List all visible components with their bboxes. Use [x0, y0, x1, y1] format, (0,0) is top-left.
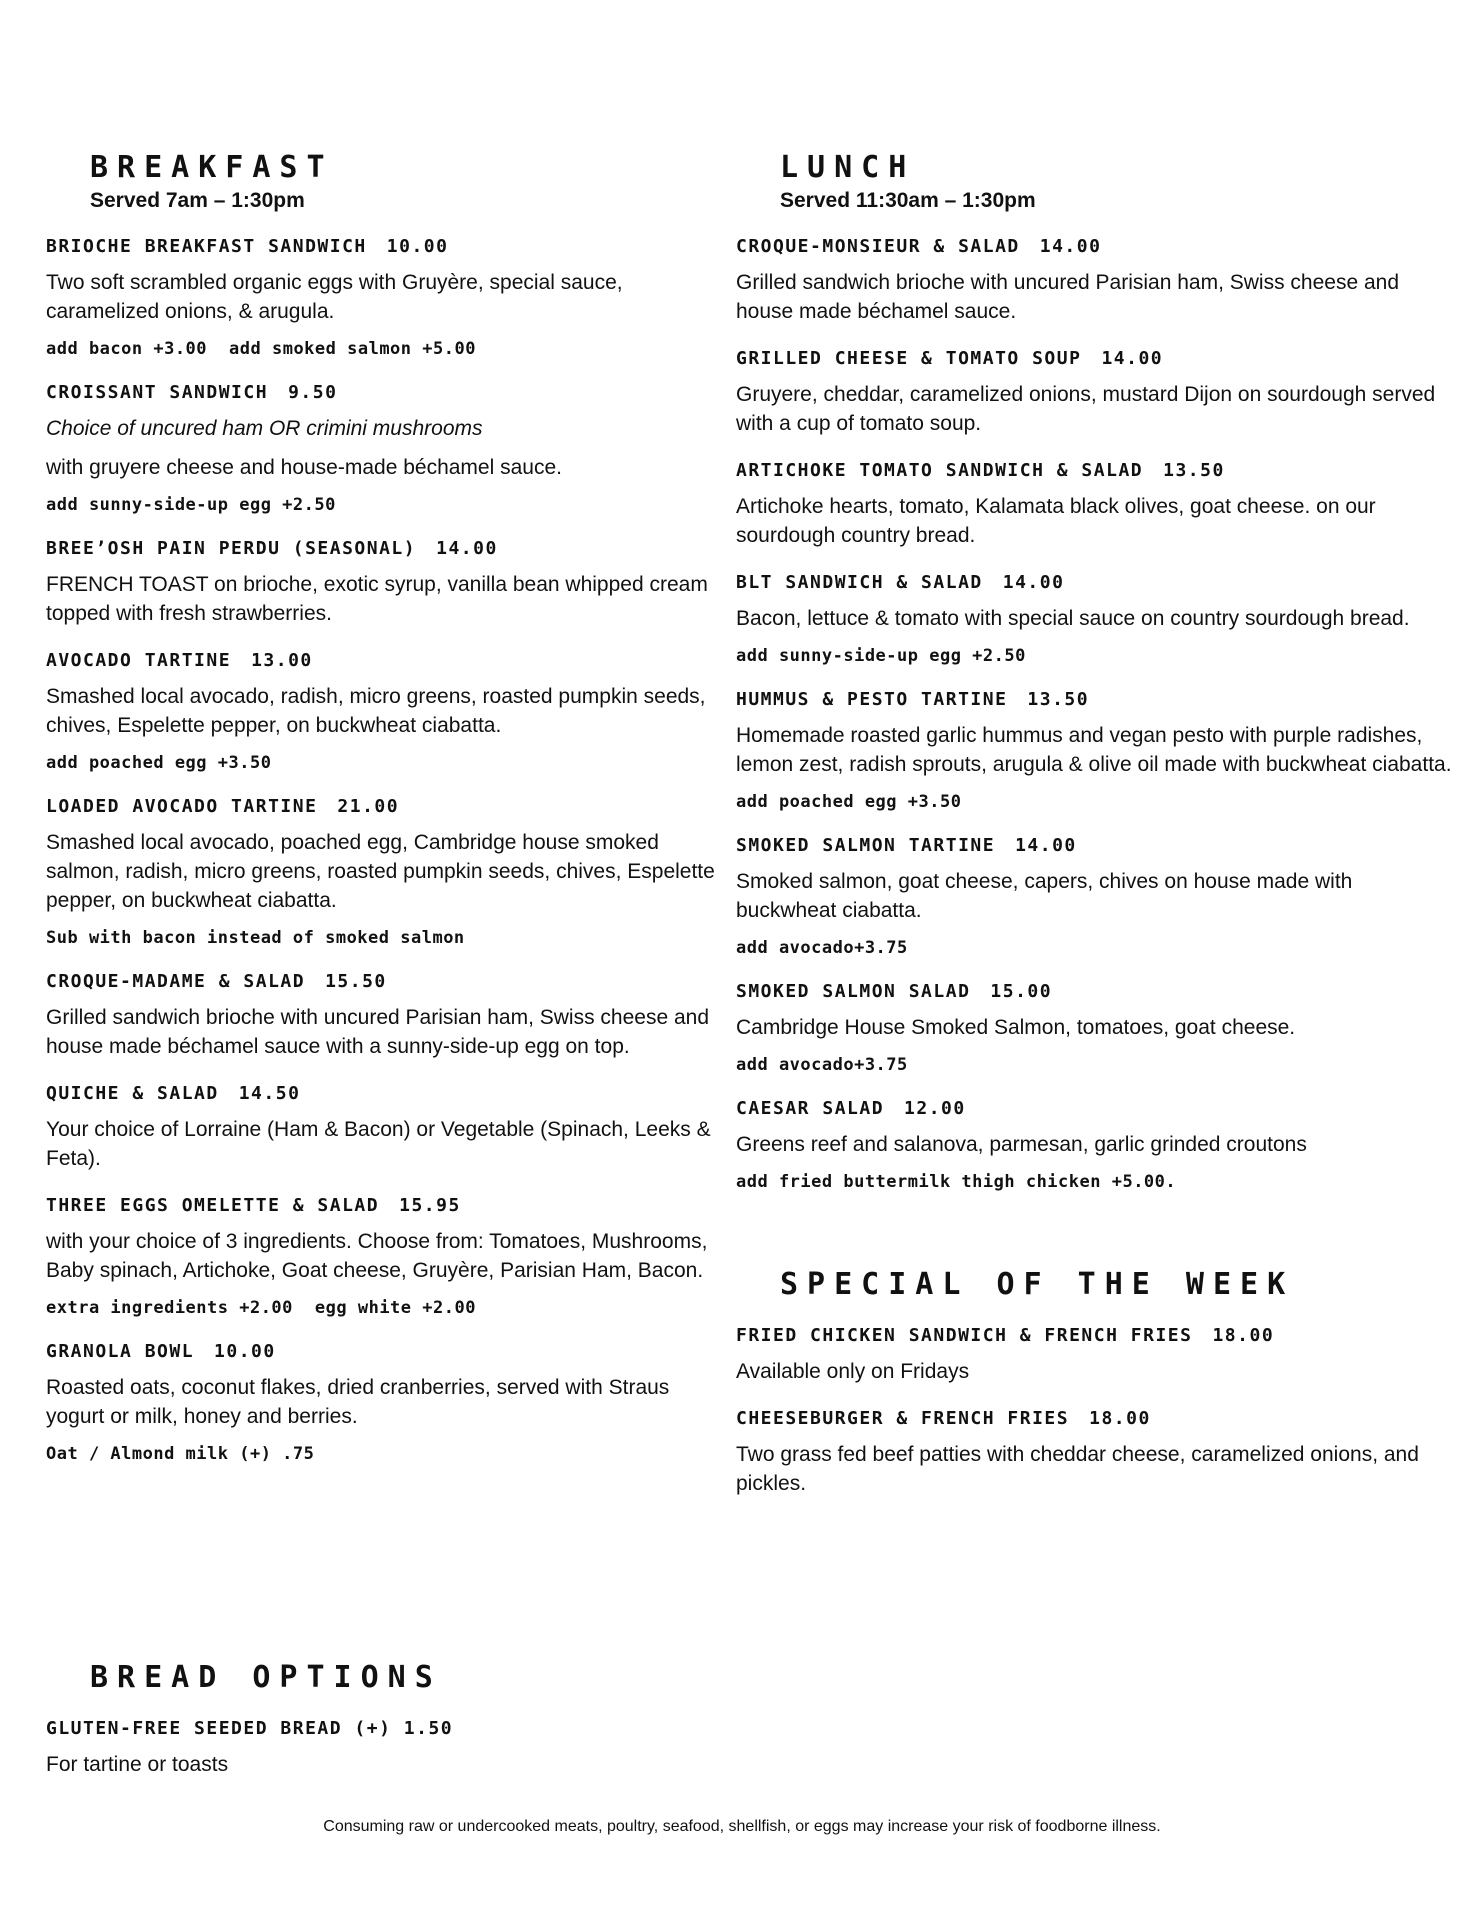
menu-item-price: 15.95: [399, 1195, 461, 1216]
lunch-title: LUNCH: [780, 150, 916, 185]
menu-item-name: SMOKED SALMON SALAD: [736, 981, 971, 1002]
menu-item-header: [46, 796, 716, 818]
menu-item-description: Cambridge House Smoked Salmon, tomatoes, goat cheese.: [736, 1016, 1296, 1039]
menu-item-description: Smoked salmon, goat cheese, capers, chives on house made with buckwheat ciabatta.: [736, 870, 1353, 922]
menu-item: [46, 1083, 716, 1173]
menu-item-name: CHEESEBURGER & FRENCH FRIES: [736, 1408, 1070, 1429]
menu-item-name: FRIED CHICKEN SANDWICH & FRENCH FRIES: [736, 1325, 1193, 1346]
menu-item-name: BLT SANDWICH & SALAD: [736, 572, 983, 593]
menu-item-addon: Sub with bacon instead of smoked salmon: [46, 928, 465, 948]
breakfast-hours: Served 7am – 1:30pm: [90, 189, 305, 212]
menu-item-header: [736, 1325, 1456, 1347]
menu-item-header: [736, 572, 1456, 594]
lunch-hours: Served 11:30am – 1:30pm: [780, 189, 1036, 212]
menu-item-addon: add smoked salmon +5.00: [229, 339, 476, 359]
menu-item: [46, 971, 716, 1061]
menu-item-price: 13.00: [251, 650, 313, 671]
menu-item-description: Available only on Fridays: [736, 1360, 970, 1383]
menu-item-name: GRILLED CHEESE & TOMATO SOUP: [736, 348, 1082, 369]
bread-title: BREAD OPTIONS: [90, 1660, 442, 1695]
menu-item-addons: [46, 927, 716, 949]
menu-item-addons: [736, 1171, 1456, 1193]
menu-item-price: 13.50: [1027, 689, 1090, 710]
menu-item-name: CROISSANT SANDWICH: [46, 382, 269, 403]
menu-item-header: [736, 1098, 1456, 1120]
menu-item-option: Choice of uncured ham OR crimini mushrooms: [46, 417, 483, 440]
menu-item-price: 10.00: [386, 236, 449, 257]
menu-item: [736, 1325, 1456, 1386]
menu-item-name: BREE’OSH PAIN PERDU (SEASONAL): [46, 538, 417, 559]
menu-item-name: GRANOLA BOWL: [46, 1341, 195, 1362]
menu-item: [736, 981, 1456, 1076]
menu-item: [46, 538, 716, 628]
menu-item-addon: extra ingredients +2.00: [46, 1298, 293, 1318]
menu-item-addon: add avocado+3.75: [736, 938, 908, 958]
menu-item-description: Grilled sandwich brioche with uncured Parisian ham, Swiss cheese and house made béchamel sauce.: [736, 271, 1399, 323]
special-section: [736, 1267, 1456, 1498]
menu-item-description: Gruyere, cheddar, caramelized onions, mustard Dijon on sourdough served with a cup of tomato soup.: [736, 383, 1436, 435]
menu-item: [46, 796, 716, 949]
menu-item-description: Greens reef and salanova, parmesan, garlic grinded croutons: [736, 1133, 1307, 1156]
menu-item-header: [736, 1408, 1456, 1430]
menu-item-price: 15.50: [325, 971, 387, 992]
menu-item-price: 14.00: [1039, 236, 1102, 257]
menu-item-header: [736, 460, 1456, 482]
menu-item-description: with your choice of 3 ingredients. Choose from: Tomatoes, Mushrooms, Baby spinach, Artichoke, Goat cheese, Gruyère, Parisian Ham, Bacon.: [46, 1230, 708, 1282]
menu-item-price: 18.00: [1089, 1408, 1151, 1429]
menu-item-addons: [46, 752, 716, 774]
menu-item: [46, 1718, 716, 1779]
menu-item-header: [736, 236, 1456, 258]
menu-item-name: QUICHE & SALAD: [46, 1083, 219, 1104]
menu-item-name: HUMMUS & PESTO TARTINE: [736, 689, 1008, 710]
lunch-items: [736, 236, 1456, 1193]
menu-item-price: 14.00: [1002, 572, 1065, 593]
menu-item-description: Your choice of Lorraine (Ham & Bacon) or Vegetable (Spinach, Leeks & Feta).: [46, 1118, 711, 1170]
special-items: [736, 1325, 1456, 1498]
menu-item: [46, 1195, 716, 1319]
menu-item-name: LOADED AVOCADO TARTINE: [46, 796, 318, 817]
breakfast-items: [46, 236, 716, 1465]
menu-item-price: 18.00: [1212, 1325, 1275, 1346]
food-safety-note: Consuming raw or undercooked meats, poultry, seafood, shellfish, or eggs may increase your risk of foodborne illness.: [323, 1818, 1161, 1835]
menu-item-description: Grilled sandwich brioche with uncured Parisian ham, Swiss cheese and house made béchamel sauce with a sunny-side-up egg on top.: [46, 1006, 709, 1058]
menu-item-addon: egg white +2.00: [314, 1298, 476, 1318]
menu-item-addons: [736, 937, 1456, 959]
menu-item-header: [46, 971, 716, 993]
menu-item-header: [46, 538, 716, 560]
menu-item-name: AVOCADO TARTINE: [46, 650, 232, 671]
menu-item-price: 14.50: [238, 1083, 301, 1104]
menu-item-description: Smashed local avocado, poached egg, Cambridge house smoked salmon, radish, micro greens, roasted pumpkin seeds, chives, Espelette pepper, on buckwheat ciabatta.: [46, 831, 715, 912]
menu-item-description: Two grass fed beef patties with cheddar cheese, caramelized onions, and pickles.: [736, 1443, 1419, 1495]
menu-item: [46, 650, 716, 774]
menu-item-header: [46, 1083, 716, 1105]
menu-item-description: Homemade roasted garlic hummus and vegan pesto with purple radishes, lemon zest, radish sprouts, arugula & olive oil made with buckwheat ciabatta.: [736, 724, 1452, 776]
menu-item-header: [736, 689, 1456, 711]
menu-item-price: 21.00: [337, 796, 400, 817]
menu-item: [46, 1341, 716, 1465]
menu-item-addons: [736, 645, 1456, 667]
menu-item-price: 9.50: [288, 382, 338, 403]
menu-item-addons: [46, 494, 716, 516]
menu-item-name: THREE EGGS OMELETTE & SALAD: [46, 1195, 380, 1216]
menu-item-addon: add avocado+3.75: [736, 1055, 908, 1075]
menu-item-addons: [736, 791, 1456, 813]
menu-item: [46, 382, 716, 516]
menu-item-name: CAESAR SALAD: [736, 1098, 885, 1119]
menu-item-description: Two soft scrambled organic eggs with Gruyère, special sauce, caramelized onions, & arugula.: [46, 271, 623, 323]
menu-item-description: Roasted oats, coconut flakes, dried cranberries, served with Straus yogurt or milk, honey and berries.: [46, 1376, 670, 1428]
menu-item-description: For tartine or toasts: [46, 1753, 229, 1776]
menu-item-header: [736, 835, 1456, 857]
menu-item-name: CROQUE-MONSIEUR & SALAD: [736, 236, 1020, 257]
menu-item-addons: [46, 1443, 716, 1465]
menu-item-name: CROQUE-MADAME & SALAD: [46, 971, 306, 992]
menu-item-addon: add poached egg +3.50: [736, 792, 962, 812]
menu-item-price: 14.00: [1015, 835, 1077, 856]
menu-item-header: [46, 650, 716, 672]
menu-item-addons: [46, 1297, 716, 1319]
menu-item-header: [736, 981, 1456, 1003]
menu-item: [736, 835, 1456, 959]
menu-item-description: with gruyere cheese and house-made béchamel sauce.: [46, 456, 562, 479]
menu-item-addons: [46, 338, 716, 360]
menu-item-price: 14.00: [1101, 348, 1164, 369]
menu-item-description: FRENCH TOAST on brioche, exotic syrup, vanilla bean whipped cream topped with fresh strawberries.: [46, 573, 708, 625]
breakfast-column: [46, 150, 716, 1465]
menu-item-name: ARTICHOKE TOMATO SANDWICH & SALAD: [736, 460, 1144, 481]
menu-item: [46, 236, 716, 360]
menu-item-price: 14.00: [436, 538, 498, 559]
menu-item: [736, 236, 1456, 326]
lunch-column: [736, 150, 1456, 1498]
menu-item-header: [46, 382, 716, 404]
menu-item-name: SMOKED SALMON TARTINE: [736, 835, 996, 856]
menu-item-description: Smashed local avocado, radish, micro greens, roasted pumpkin seeds, chives, Espelette pepper, on buckwheat ciabatta.: [46, 685, 706, 737]
menu-item-description: Bacon, lettuce & tomato with special sauce on country sourdough bread.: [736, 607, 1410, 630]
menu-item-addon: add poached egg +3.50: [46, 753, 272, 773]
menu-item-price: 15.00: [990, 981, 1053, 1002]
menu-item-price: 13.50: [1163, 460, 1225, 481]
menu-item-header: [46, 236, 716, 258]
menu-item-header: [46, 1195, 716, 1217]
menu-item-header: [46, 1718, 716, 1740]
menu-item-addon: add sunny-side-up egg +2.50: [46, 495, 336, 515]
menu-item: [736, 1098, 1456, 1193]
bread-items: [46, 1718, 716, 1779]
menu-item-name: GLUTEN-FREE SEEDED BREAD (+) 1.50: [46, 1718, 454, 1739]
menu-item-header: [736, 348, 1456, 370]
menu-item: [736, 460, 1456, 550]
breakfast-title: BREAKFAST: [90, 150, 334, 185]
menu-item-addon: Oat / Almond milk (+) .75: [46, 1444, 315, 1464]
menu-item-price: 10.00: [214, 1341, 276, 1362]
menu-item-addon: add sunny-side-up egg +2.50: [736, 646, 1026, 666]
special-title: SPECIAL OF THE WEEK: [780, 1267, 1295, 1302]
menu-item-addon: add bacon +3.00: [46, 339, 208, 359]
menu-item: [736, 689, 1456, 813]
menu-item-name: BRIOCHE BREAKFAST SANDWICH: [46, 236, 367, 257]
menu-item-addon: add fried buttermilk thigh chicken +5.00.: [736, 1172, 1177, 1192]
menu-item: [736, 572, 1456, 667]
menu-item: [736, 348, 1456, 438]
menu-item-header: [46, 1341, 716, 1363]
menu-item-addons: [736, 1054, 1456, 1076]
menu-item-description: Artichoke hearts, tomato, Kalamata black olives, goat cheese. on our sourdough country bread.: [736, 495, 1376, 547]
menu-item-price: 12.00: [904, 1098, 966, 1119]
bread-section: [46, 1660, 716, 1779]
menu-item: [736, 1408, 1456, 1498]
